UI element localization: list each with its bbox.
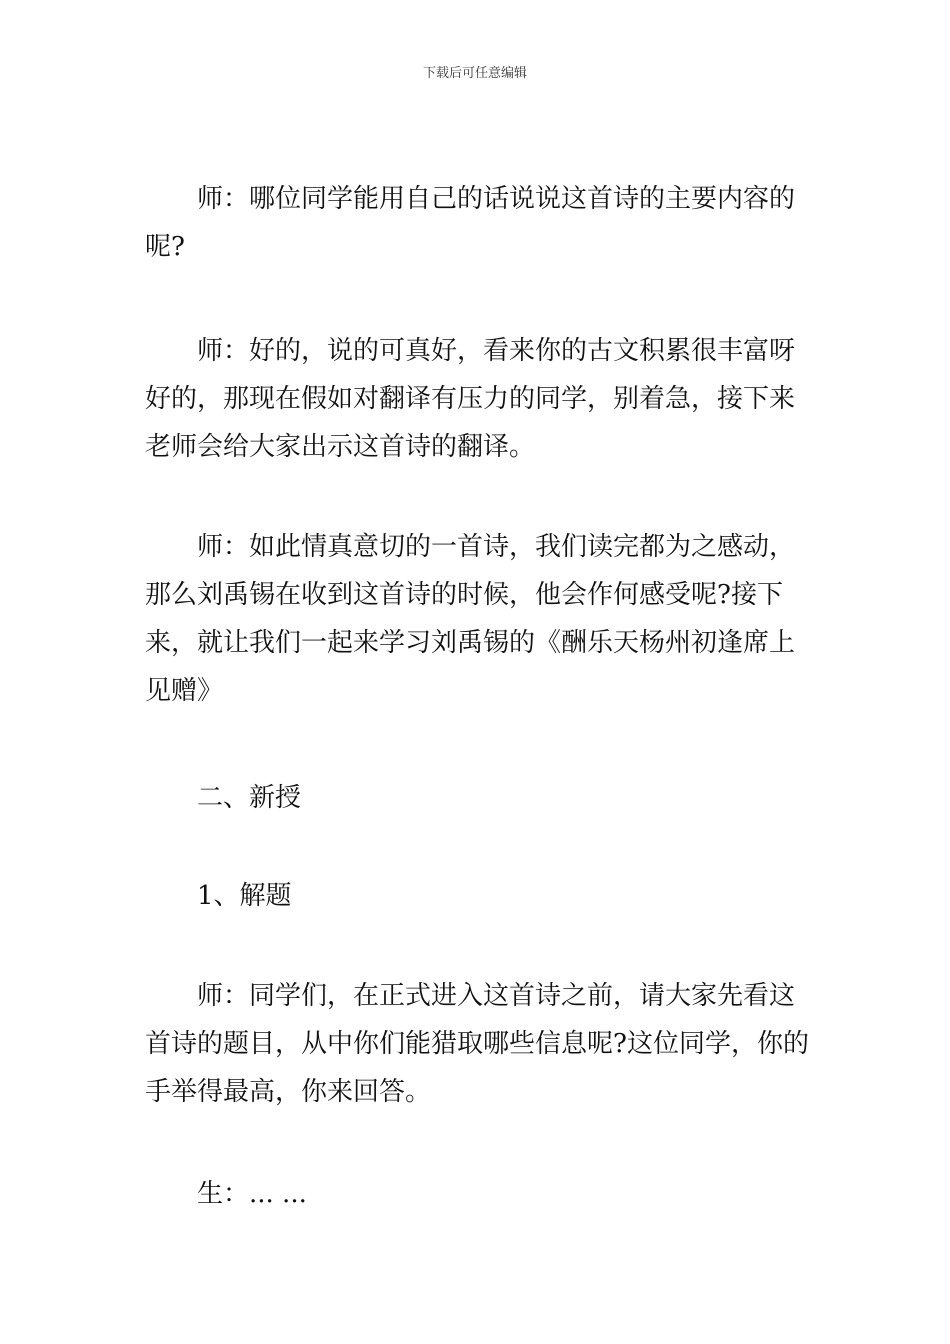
section-heading-new-lesson: 二、新授 [197, 783, 302, 813]
paragraph-teacher-question: 师：哪位同学能用自己的话说说这首诗的主要内容的呢? [145, 184, 796, 262]
paragraph-student-answer: 生：... ... [197, 1179, 307, 1209]
paragraph-teacher-introduction: 师：如此情真意切的一首诗，我们读完都为之感动，那么刘禹锡在收到这首诗的时候，他会作何感受呢?接下来，就让我们一起来学习刘禹锡的《酬乐天杨州初逢席上见赠》 [145, 532, 796, 706]
paragraph-teacher-praise: 师：好的，说的可真好，看来你的古文积累很丰富呀好的，那现在假如对翻译有压力的同学，别着急，接下来老师会给大家出示这首诗的翻译。 [145, 336, 796, 462]
page-header: 下载后可任意编辑 [422, 66, 527, 81]
subsection-heading-title-analysis: 1、解题 [197, 881, 292, 911]
paragraph-teacher-title-question: 师：同学们，在正式进入这首诗之前，请大家先看这首诗的题目，从中你们能猎取哪些信息呢?这位同学，你的手举得最高，你来回答。 [145, 981, 809, 1107]
